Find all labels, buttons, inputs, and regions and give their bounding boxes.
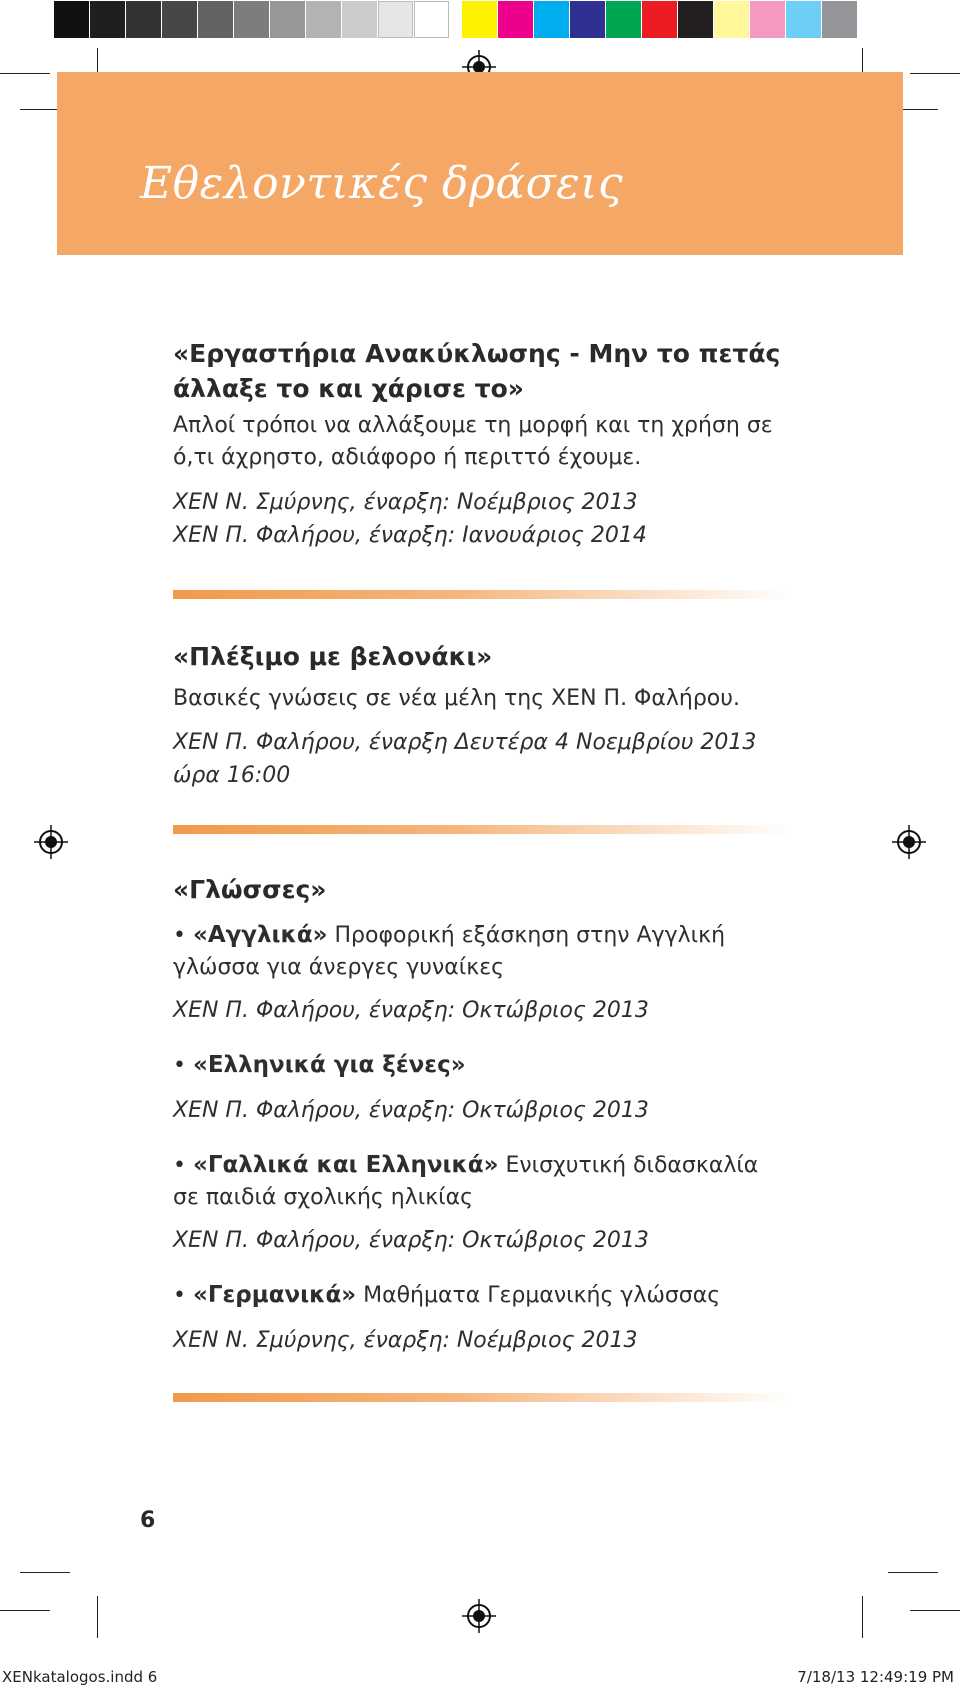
location-line: ΧΕΝ Ν. Σμύρνης, έναρξη: Νοέμβριος 2013 [173,490,638,515]
language-item [173,1149,788,1257]
slug-filename: XENkatalogos.indd 6 [2,1668,158,1686]
swatch [570,1,605,38]
crop-mark [910,1610,960,1611]
section-description: Απλοί τρόποι να αλλάξουμε τη μορφή και τη χρήση σε ό,τι άχρηστο, αδιάφορο ή περιττό έχουμε. [173,413,773,470]
page-number: 6 [140,1508,156,1533]
slug-datetime: 7/18/13 12:49:19 PM [797,1668,954,1686]
swatch [750,1,785,38]
bullet-glyph: • [173,1153,186,1178]
language-item-text [173,919,788,984]
language-name: «Αγγλικά» [192,922,328,948]
section-title: «Εργαστήρια Ανακύκλωσης - Μην το πετάς άλλαξε το και χάρισε το» [173,339,781,403]
swatch [606,1,641,38]
language-description: Ενισχυτική διδασκαλία σε παιδιά σχολικής ηλικίας [173,1153,759,1210]
section-divider [173,1393,793,1402]
swatch [786,1,821,38]
bullet-glyph: • [173,1053,186,1078]
language-item-text [173,1279,788,1312]
section-languages [173,872,788,1357]
registration-mark-icon [462,1599,496,1633]
location-line: ΧΕΝ Π. Φαλήρου, έναρξη: Οκτώβριος 2013 [173,1098,649,1123]
location-line: ΧΕΝ Π. Φαλήρου, έναρξη: Οκτώβριος 2013 [173,1228,649,1253]
swatch [90,1,125,38]
language-item-text [173,1149,788,1214]
swatch [462,1,497,38]
section-recycling [173,336,788,552]
bullet-glyph: • [173,1283,186,1308]
bullet-glyph: • [173,923,186,948]
swatch [642,1,677,38]
swatch [270,1,305,38]
language-description: Μαθήματα Γερμανικής γλώσσας [356,1283,721,1308]
swatch [234,1,269,38]
crop-mark [0,1610,50,1611]
language-name: «Γερμανικά» [192,1282,357,1308]
language-item-text [173,1049,788,1082]
swatch [378,1,413,38]
language-item [173,1279,788,1357]
language-name: «Ελληνικά για ξένες» [192,1052,466,1078]
main-content [173,336,788,1402]
section-crochet [173,639,788,792]
swatch [342,1,377,38]
location-line: ΧΕΝ Π. Φαλήρου, έναρξη: Οκτώβριος 2013 [173,998,649,1023]
swatch [498,1,533,38]
swatch [714,1,749,38]
language-item [173,1049,788,1127]
swatch [822,1,857,38]
swatch [126,1,161,38]
swatch [678,1,713,38]
crop-mark [0,73,50,74]
section-description: Βασικές γνώσεις σε νέα μέλη της ΧΕΝ Π. Φαλήρου. [173,686,740,711]
crop-mark [888,1572,938,1573]
location-line: ΧΕΝ Π. Φαλήρου, έναρξη: Ιανουάριος 2014 [173,523,647,548]
language-item [173,919,788,1027]
swatch [162,1,197,38]
swatch [54,1,89,38]
crop-mark [862,1596,863,1638]
section-title: «Γλώσσες» [173,875,327,904]
location-line: ώρα 16:00 [173,763,291,788]
registration-mark-icon [892,825,926,859]
section-title: «Πλέξιμο με βελονάκι» [173,642,493,671]
swatch [534,1,569,38]
location-line: ΧΕΝ Ν. Σμύρνης, έναρξη: Νοέμβριος 2013 [173,1328,638,1353]
section-divider [173,825,793,834]
language-name: «Γαλλικά και Ελληνικά» [192,1152,499,1178]
swatch [198,1,233,38]
language-description: Προφορική εξάσκηση στην Αγγλική γλώσσα για άνεργες γυναίκες [173,923,726,980]
crop-mark [97,1596,98,1638]
section-divider [173,590,793,599]
location-line: ΧΕΝ Π. Φαλήρου, έναρξη Δευτέρα 4 Νοεμβρίου 2013 [173,730,757,755]
swatch [414,1,449,38]
color-calibration-bar [54,1,858,38]
swatch [306,1,341,38]
registration-mark-icon [34,825,68,859]
page-title: Εθελοντικές δράσεις [140,158,624,209]
crop-mark [910,73,960,74]
crop-mark [20,1572,70,1573]
